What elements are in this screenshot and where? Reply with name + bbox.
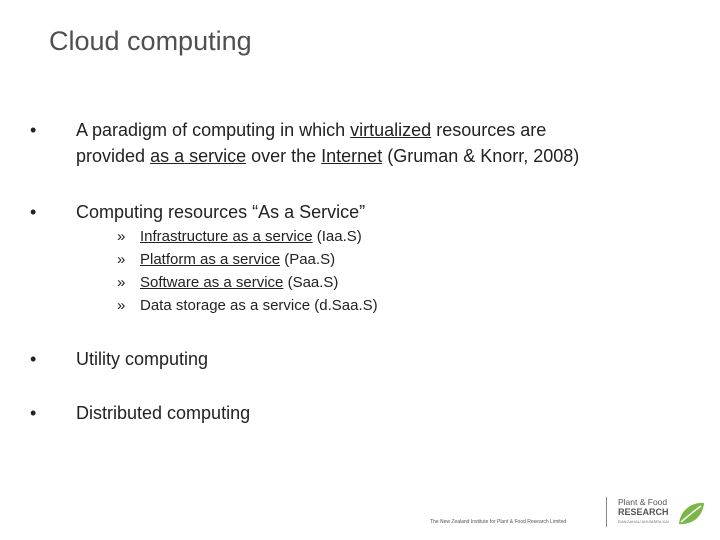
link-saas[interactable]: Software as a service xyxy=(140,274,284,291)
bullet-mark: • xyxy=(30,202,37,222)
sub-item-text: Data storage as a service (d.Saa.S) xyxy=(140,297,378,314)
link-virtualized[interactable]: virtualized xyxy=(350,120,432,140)
slide-title: Cloud computing xyxy=(49,26,252,56)
bullet-1-text: (Gruman & Knorr, 2008) xyxy=(382,146,580,166)
sub-bullet-mark: » xyxy=(117,297,126,314)
link-internet[interactable]: Internet xyxy=(321,146,383,166)
logo-text-line-2: RESEARCH xyxy=(618,507,669,517)
bullet-4-text: Distributed computing xyxy=(76,403,251,423)
footer-institute: The New Zealand Institute for Plant & Food Research Limited xyxy=(430,519,567,525)
link-as-a-service[interactable]: as a service xyxy=(150,146,247,166)
sub-item-text: (Paa.S) xyxy=(280,251,336,268)
bullet-1-line-2 xyxy=(76,144,579,168)
bullet-mark: • xyxy=(30,349,37,369)
bullet-1-text: A paradigm of computing in which xyxy=(76,120,351,140)
bullet-1-text: over the xyxy=(246,146,322,166)
bullet-1-text: resources are xyxy=(431,120,547,140)
sub-bullet-mark: » xyxy=(117,274,126,291)
bullet-1-text: provided xyxy=(76,146,151,166)
sub-item-text: (Iaa.S) xyxy=(312,228,362,245)
sub-item-text: (Saa.S) xyxy=(283,274,339,291)
sub-bullet-mark: » xyxy=(117,228,126,245)
logo-text-line-1: Plant & Food xyxy=(618,497,668,507)
link-iaas[interactable]: Infrastructure as a service xyxy=(140,228,313,245)
bullet-mark: • xyxy=(30,403,37,423)
link-paas[interactable]: Platform as a service xyxy=(140,251,281,268)
bullet-1-line-1 xyxy=(76,118,546,142)
logo-divider xyxy=(606,497,607,527)
bullet-2-text: Computing resources “As a Service” xyxy=(76,202,366,222)
leaf-logo-icon xyxy=(676,500,706,533)
bullet-mark: • xyxy=(30,120,37,140)
bullet-3-text: Utility computing xyxy=(76,349,209,369)
sub-bullet-mark: » xyxy=(117,251,126,268)
logo-text-line-3: RANGAHAU AHUMĀRA KAI xyxy=(618,519,669,524)
